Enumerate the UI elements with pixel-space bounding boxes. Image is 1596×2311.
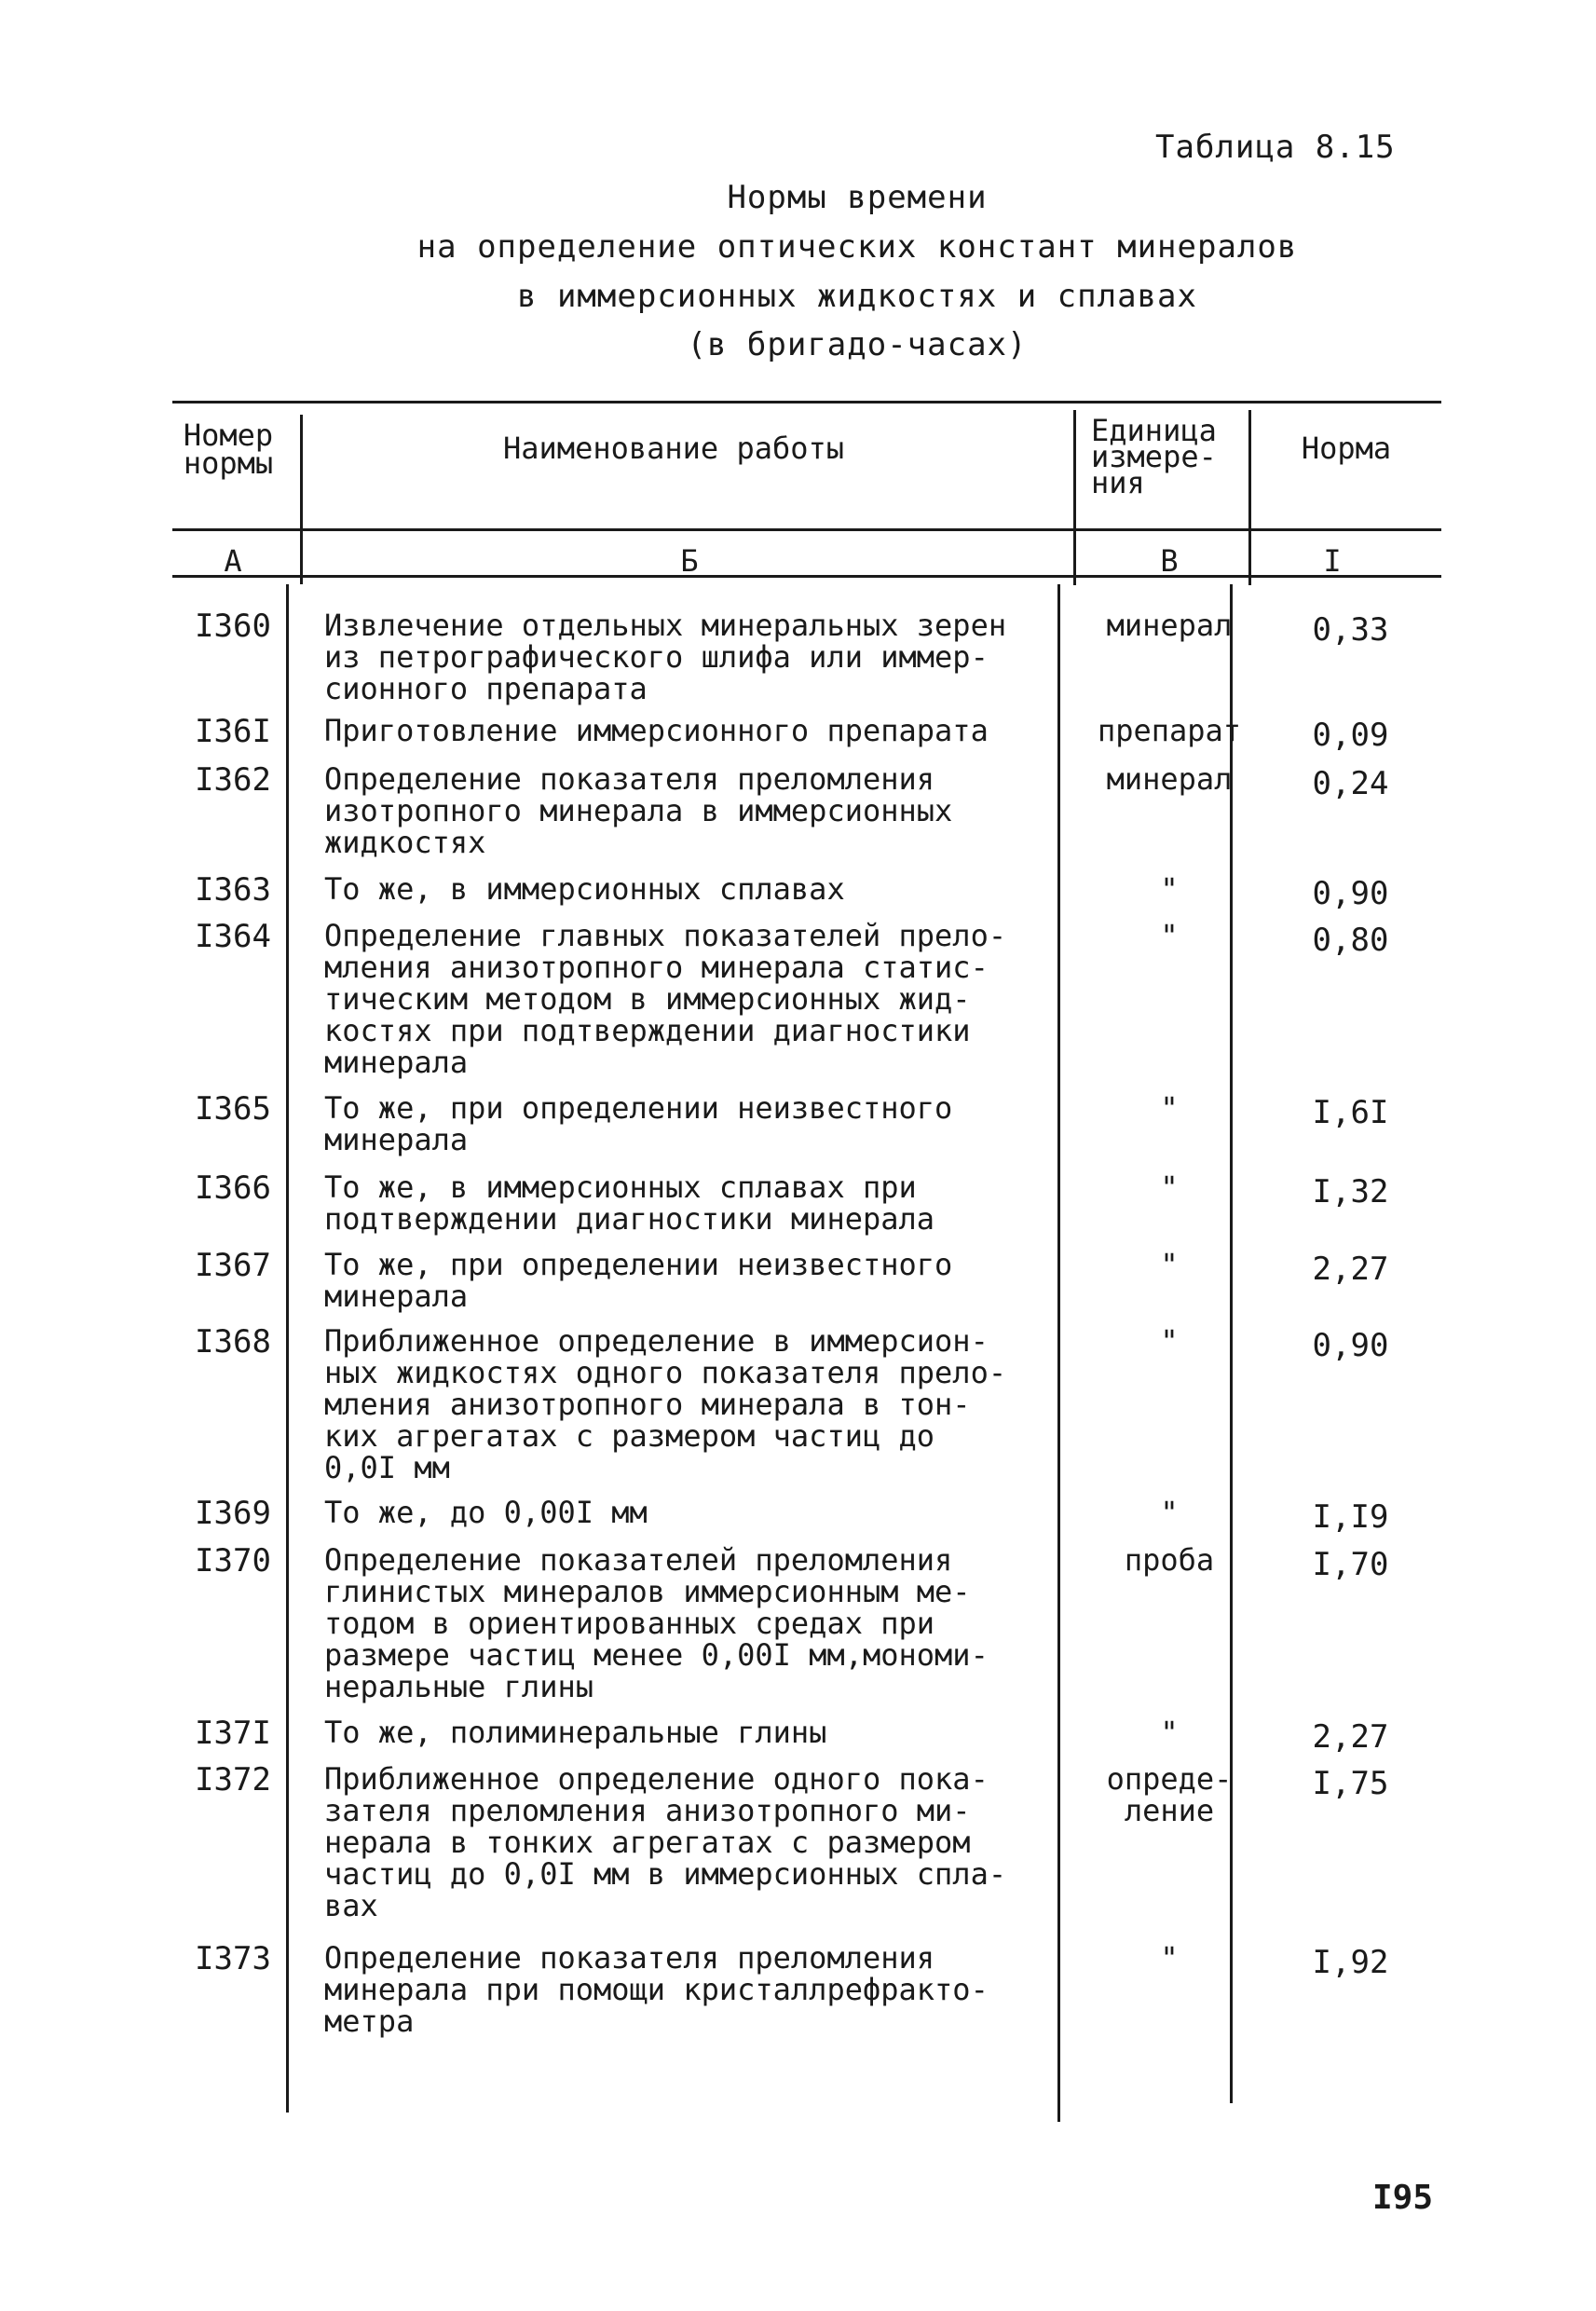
column-header-unit-line-2: измере-	[1091, 439, 1217, 474]
row-number: I369	[195, 1495, 271, 1532]
row-number: I362	[195, 761, 271, 799]
row-norm: 0,90	[1312, 1327, 1389, 1364]
row-work-name-line: частиц до 0,0I мм в иммерсионных спла-	[324, 1856, 1007, 1892]
row-norm: 0,09	[1312, 717, 1389, 754]
row-work-name-line: Извлечение отдельных минеральных зерен	[324, 608, 1007, 643]
row-unit-line: проба	[1124, 1542, 1215, 1578]
row-work-name-line: минерала	[324, 1045, 469, 1080]
column-header-name: Наименование работы	[503, 431, 845, 466]
row-work-name	[324, 1544, 1070, 1702]
row-unit	[1081, 715, 1258, 746]
table-label: Таблица 8.15	[1155, 129, 1396, 166]
row-norm: 0,33	[1312, 611, 1389, 649]
column-header-number-line-2: нормы	[183, 445, 274, 481]
row-norm: I,75	[1312, 1765, 1389, 1802]
row-work-name-line: костях при подтверждении диагностики	[324, 1013, 971, 1048]
row-unit-line: "	[1160, 1323, 1179, 1359]
row-number: I365	[195, 1090, 271, 1128]
row-work-name-line: Определение показателя преломления	[324, 761, 935, 797]
row-norm: 0,24	[1312, 765, 1389, 802]
title-line-2: на определение оптических констант минералов	[416, 228, 1298, 266]
index-cell-a: А	[224, 543, 242, 579]
row-unit-line: "	[1160, 1940, 1179, 1976]
row-unit-line: "	[1160, 1090, 1179, 1126]
row-work-name-line: Приближенное определение одного пока-	[324, 1761, 989, 1797]
row-work-name-line: из петрографического шлифа или иммер-	[324, 639, 989, 675]
row-norm: I,70	[1312, 1546, 1389, 1583]
row-work-name	[324, 1942, 1070, 2037]
row-work-name	[324, 1763, 1070, 1921]
row-unit	[1081, 1763, 1258, 1826]
row-work-name	[324, 1716, 1070, 1748]
row-work-name	[324, 1092, 1070, 1156]
column-header-unit-line-1: Единица	[1091, 413, 1217, 448]
index-cell-c: В	[1160, 543, 1179, 579]
row-unit-line: "	[1160, 918, 1179, 953]
row-work-name-line: тическим методом в иммерсионных жид-	[324, 981, 971, 1017]
row-unit-line: "	[1160, 1715, 1179, 1750]
column-header-number	[172, 417, 284, 481]
row-work-name-line: подтверждении диагностики минерала	[324, 1201, 935, 1237]
row-work-name-line: мления анизотропного минерала статис-	[324, 950, 989, 985]
row-number: I366	[195, 1169, 271, 1207]
row-work-name-line: зателя преломления анизотропного ми-	[324, 1793, 971, 1828]
row-work-name-line: сионного препарата	[324, 671, 648, 706]
row-unit	[1081, 1171, 1258, 1203]
row-number: I364	[195, 918, 271, 955]
row-unit-line: "	[1160, 1495, 1179, 1530]
row-unit	[1081, 1325, 1258, 1357]
row-number: I360	[195, 608, 271, 645]
row-unit	[1081, 1092, 1258, 1124]
row-number: I363	[195, 871, 271, 909]
row-work-name	[324, 715, 1070, 746]
row-work-name	[324, 1249, 1070, 1312]
row-unit	[1081, 1544, 1258, 1576]
row-work-name-line: Приготовление иммерсионного препарата	[324, 713, 989, 748]
row-work-name-line: жидкостях	[324, 825, 486, 860]
title-line-4: (в бригадо-часах)	[687, 326, 1028, 363]
column-header-number-line-1: Номер	[183, 417, 274, 453]
row-work-name-line: ких агрегатах с размером частиц до	[324, 1418, 935, 1454]
row-work-name-line: вах	[324, 1888, 378, 1923]
row-work-name-line: мления анизотропного минерала в тон-	[324, 1387, 971, 1422]
row-work-name-line: размере частиц менее 0,00I мм,мономи-	[324, 1637, 989, 1673]
title-line-1: Нормы времени	[727, 179, 988, 216]
row-norm: 0,90	[1312, 875, 1389, 912]
row-work-name-line: То же, в иммерсионных сплавах при	[324, 1169, 917, 1205]
row-work-name-line: 0,0I мм	[324, 1450, 450, 1485]
index-cell-d: I	[1323, 543, 1342, 579]
row-work-name-line: Приближенное определение в иммерсион-	[324, 1323, 989, 1359]
row-unit-line: минерал	[1106, 761, 1233, 797]
row-work-name	[324, 763, 1070, 858]
column-header-norm: Норма	[1301, 431, 1392, 466]
row-work-name	[324, 609, 1070, 704]
row-unit-line: минерал	[1106, 608, 1233, 643]
row-norm: I,32	[1312, 1173, 1389, 1210]
row-work-name-line: тодом в ориентированных средах при	[324, 1606, 935, 1641]
row-work-name	[324, 1325, 1070, 1484]
row-work-name-line: Определение показателей преломления	[324, 1542, 953, 1578]
row-work-name	[324, 920, 1070, 1078]
row-unit-line: опреде-	[1106, 1761, 1233, 1797]
row-norm: 2,27	[1312, 1718, 1389, 1756]
row-norm: 2,27	[1312, 1251, 1389, 1288]
row-work-name-line: То же, при определении неизвестного	[324, 1247, 953, 1282]
row-work-name-line: Определение главных показателей прело-	[324, 918, 1007, 953]
row-work-name-line: минерала	[324, 1122, 469, 1157]
table-top-rule	[172, 401, 1441, 403]
column-header-unit-line-3: ния	[1091, 465, 1145, 500]
row-work-name-line: То же, полиминеральные глины	[324, 1715, 827, 1750]
row-work-name-line: Определение показателя преломления	[324, 1940, 935, 1976]
row-work-name-line: минерала	[324, 1279, 469, 1314]
row-number: I370	[195, 1542, 271, 1579]
row-unit-line: препарат	[1097, 713, 1242, 748]
row-work-name-line: нерала в тонких агрегатах с размером	[324, 1825, 971, 1860]
row-unit-line: "	[1160, 1169, 1179, 1205]
row-work-name-line: изотропного минерала в иммерсионных	[324, 793, 953, 828]
row-norm: I,92	[1312, 1944, 1389, 1981]
row-number: I36I	[195, 713, 271, 750]
row-work-name-line: То же, при определении неизвестного	[324, 1090, 953, 1126]
title-line-3: в иммерсионных жидкостях и сплавах	[517, 278, 1197, 315]
row-unit-line: ление	[1124, 1793, 1215, 1828]
column-rule-1	[300, 415, 303, 584]
row-work-name-line: глинистых минералов иммерсионным ме-	[324, 1574, 971, 1609]
row-work-name-line: метра	[324, 2003, 415, 2039]
row-norm: 0,80	[1312, 922, 1389, 959]
row-unit	[1081, 1249, 1258, 1280]
row-work-name-line: минерала при помощи кристаллрефракто-	[324, 1972, 989, 2007]
row-work-name-line: То же, в иммерсионных сплавах	[324, 871, 845, 907]
row-work-name-line: неральные глины	[324, 1669, 593, 1704]
row-unit	[1081, 1716, 1258, 1748]
row-unit-line: "	[1160, 1247, 1179, 1282]
row-number: I37I	[195, 1715, 271, 1752]
row-number: I372	[195, 1761, 271, 1798]
row-unit	[1081, 609, 1258, 641]
row-number: I368	[195, 1323, 271, 1361]
row-norm: I,I9	[1312, 1498, 1389, 1536]
row-unit-line: "	[1160, 871, 1179, 907]
row-work-name	[324, 1171, 1070, 1235]
row-unit	[1081, 920, 1258, 951]
row-work-name	[324, 1497, 1070, 1528]
column-header-unit	[1084, 413, 1268, 500]
row-unit	[1081, 1942, 1258, 1974]
row-unit	[1081, 1497, 1258, 1528]
row-unit	[1081, 763, 1258, 795]
row-unit	[1081, 873, 1258, 905]
row-norm: I,6I	[1312, 1094, 1389, 1131]
row-work-name	[324, 873, 1070, 905]
row-number: I373	[195, 1940, 271, 1977]
index-cell-b: Б	[680, 543, 699, 579]
row-number: I367	[195, 1247, 271, 1284]
row-work-name-line: То же, до 0,00I мм	[324, 1495, 648, 1530]
row-work-name-line: ных жидкостях одного показателя прело-	[324, 1355, 1007, 1390]
page-number: I95	[1372, 2179, 1434, 2217]
